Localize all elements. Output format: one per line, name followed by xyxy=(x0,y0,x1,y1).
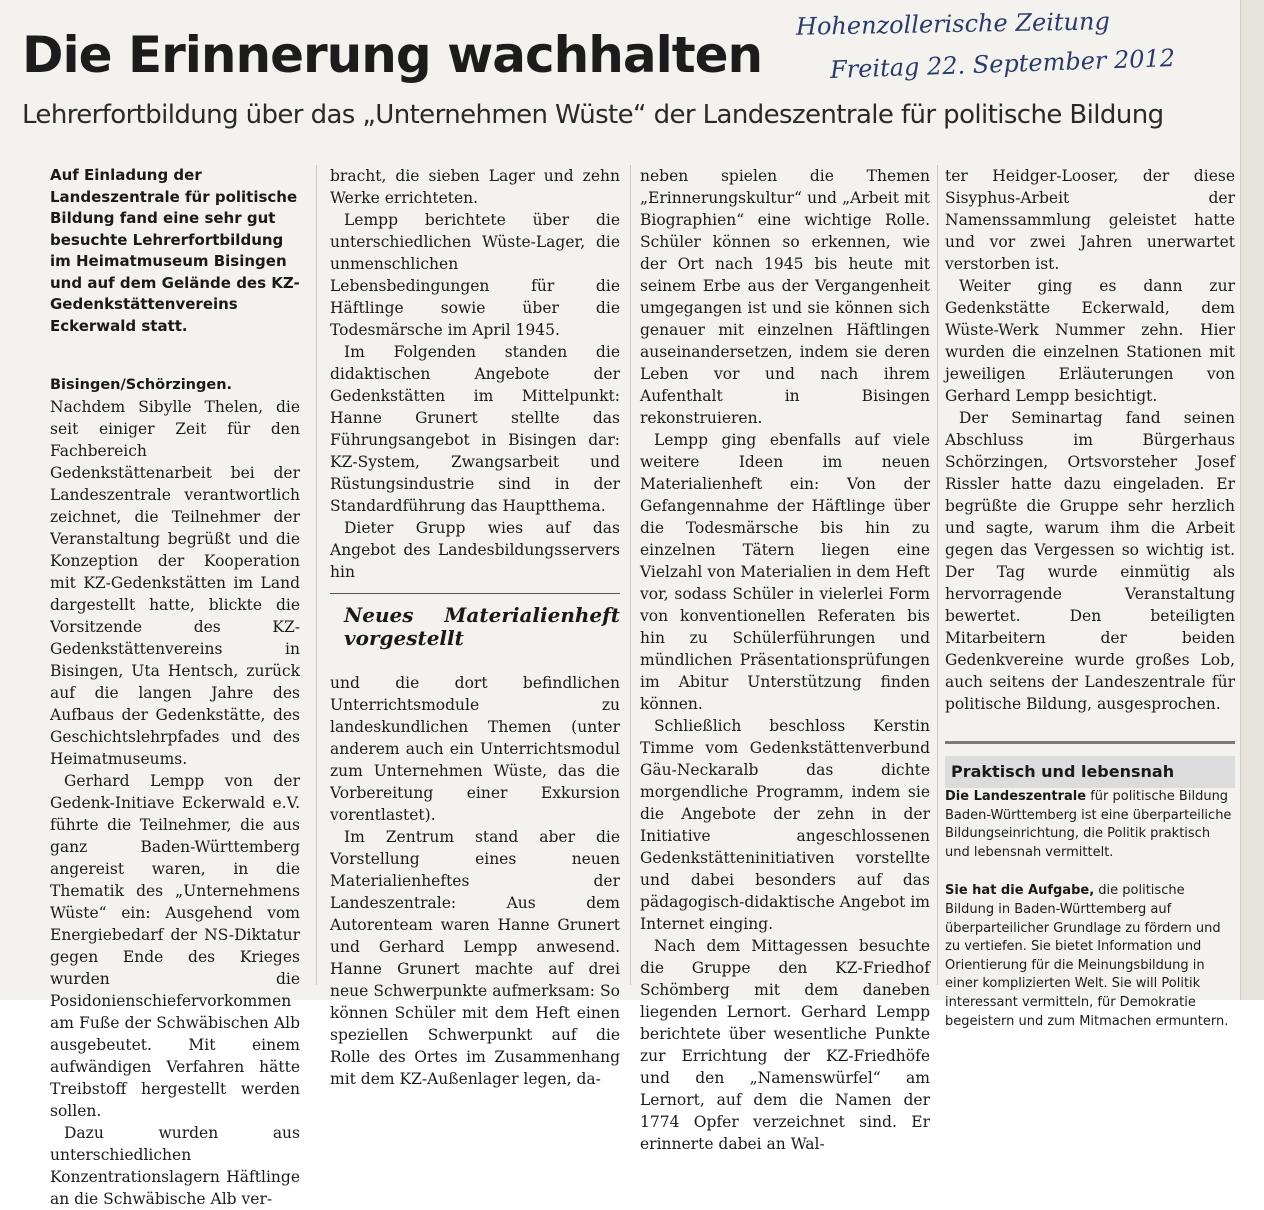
dateline: Bisingen/Schörzingen. xyxy=(50,377,233,393)
intro-paragraph: Auf Einladung der Landeszentrale für politische Bildung fand eine sehr gut besuchte Lehrerfortbildung im Heimatmuseum Bisingen und auf dem Gelände des KZ-Gedenkstättenvereins Eckerwald statt. xyxy=(50,166,300,335)
column-divider xyxy=(316,165,317,985)
body-paragraph: ter Heidger-Looser, der diese Sisyphus-Arbeit der Namenssammlung geleistet hatte und vor zwei Jahren unerwartet verstorben ist. xyxy=(945,167,1235,273)
body-paragraph: Dazu wurden aus unterschiedlichen Konzentrationslagern Häftlinge an die Schwäbische Alb ver- xyxy=(50,1124,300,1208)
subheadline: Lehrerfortbildung über das „Unternehmen Wüste“ der Landeszentrale für politische Bildung xyxy=(22,100,1164,130)
column-3 xyxy=(640,165,930,1155)
body-paragraph: Dieter Grupp wies auf das Angebot des Landesbildungsservers hin xyxy=(330,519,620,581)
column-divider xyxy=(630,165,631,985)
column-divider xyxy=(937,165,938,985)
column-4 xyxy=(945,165,1235,1051)
info-box-title: Praktisch und lebensnah xyxy=(945,756,1235,788)
body-paragraph: Im Zentrum stand aber die Vorstellung eines neuen Materialienheftes der Landeszentrale: Aus dem Autorenteam waren Hanne Grunert und Gerhard Lempp anwesend. Hanne Grunert machte auf drei neue Schwerpunkte aufmerksam: So können Schüler mit dem Heft einen speziellen Schwerpunkt auf die Rolle des Ortes im Zusammenhang mit dem KZ-Außenlager legen, da- xyxy=(330,828,620,1088)
body-paragraph: Nach dem Mittagessen besuchte die Gruppe den KZ-Friedhof Schömberg mit dem daneben liegenden Lernort. Gerhard Lempp berichtete über wesentliche Punkte zur Errichtung der KZ-Friedhöfe und den „Namenswürfel“ am Lernort, auf dem die Namen der 1774 Opfer verzeichnet sind. Er erinnerte dabei an Wal- xyxy=(640,937,930,1153)
body-paragraph: Gerhard Lempp von der Gedenk-Initiave Eckerwald e.V. führte die Teilnehmer, die aus ganz Baden-Württemberg angereist waren, in die Thematik des „Unternehmens Wüste“ ein: Ausgehend vom Energiebedarf der NS-Diktatur gegen Ende des Krieges wurden die Posidonienschiefervorkommen am Fuße der Schwäbischen Alb ausgebeutet. Mit einem aufwändigen Verfahren hätte Treibstoff hergestellt werden sollen. xyxy=(50,772,300,1120)
subheading-block xyxy=(330,593,620,650)
column-1 xyxy=(50,165,300,1210)
body-paragraph: Schließlich beschloss Kerstin Timme vom Gedenkstättenverbund Gäu-Neckaralb das dichte morgendliche Programm, indem sie die Angebote der zehn in der Initiative angeschlossenen Gedenkstätteninitiativen vorstellte und dabei besonders auf das pädagogisch-didaktische Angebot im Internet einging. xyxy=(640,717,930,933)
body-paragraph: Bisingen/Schörzingen. Nachdem Sibylle Thelen, die seit einiger Zeit für den Fachbereich Gedenkstättenarbeit bei der Landeszentrale verantwortlich zeichnet, die Teilnehmer der Veranstaltung begrüßt und die Konzeption der Kooperation mit KZ-Gedenkstätten im Land dargestellt hatte, blickte die Vorsitzende des KZ-Gedenkstättenvereins in Bisingen, Uta Hentsch, zurück auf die langen Jahre des Aufbaus der Gedenkstätte, des Geschichtslehrpfades und des Heimatmuseums. xyxy=(50,377,300,768)
headline: Die Erinnerung wachhalten xyxy=(22,26,763,84)
adjacent-page-edge xyxy=(1240,0,1264,1000)
info-box-paragraph: Die Landeszentrale für politische Bildung Baden-Württemberg ist eine überparteiliche Bildungseinrichtung, die Politik praktisch und lebensnah vermittelt. xyxy=(945,789,1232,860)
column-2 xyxy=(330,165,620,1090)
info-box-paragraph: Sie hat die Aufgabe, die politische Bildung in Baden-Württemberg auf überparteilicher Grundlage zu fördern und zu vertiefen. Sie bietet Information und Orientierung für die Meinungsbildung in einer komplizierten Welt. Sie will Politik interessant vermitteln, für Demokratie begeistern und zum Mitmachen ermuntern. xyxy=(945,883,1229,1029)
body-paragraph: und die dort befindlichen Unterrichtsmodule zu landeskundlichen Themen (unter anderem auch ein Unterrichtsmodul zum Unternehmen Wüste, das die Vorbereitung einer Exkursion vorentlastet). xyxy=(330,674,620,824)
body-paragraph: Weiter ging es dann zur Gedenkstätte Eckerwald, dem Wüste-Werk Nummer zehn. Hier wurden die einzelnen Stationen mit jeweiligen Erläuterungen von Gerhard Lempp besichtigt. xyxy=(945,277,1235,405)
body-paragraph: bracht, die sieben Lager und zehn Werke errichteten. xyxy=(330,167,620,207)
handwritten-newspaper-name: Hohenzollerische Zeitung xyxy=(795,7,1111,41)
body-paragraph: neben spielen die Themen „Erinnerungskultur“ und „Arbeit mit Biographien“ eine wichtige Rolle. Schüler können so erkennen, wie der Ort nach 1945 bis heute mit seinem Erbe aus der Vergangenheit umgegangen ist und sie können sich genauer mit einzelnen Häftlingen auseinandersetzen, indem sie deren Leben vor und nach ihrem Aufenthalt in Bisingen rekonstruieren. xyxy=(640,167,930,427)
body-paragraph: Lempp ging ebenfalls auf viele weitere Ideen im neuen Materialienheft ein: Von der Gefangennahme der Häftlinge über die Todesmärsche bis hin zu einzelnen Tätern liegen eine Vielzahl von Materialien in dem Heft vor, sodass Schüler in vielerlei Form von konventionellen Referaten bis hin zu Schülerführungen und mündlichen Präsentationsprüfungen im Abitur Unterstützung finden können. xyxy=(640,431,930,713)
subheading: Neues Materialienheft vorgestellt xyxy=(344,603,620,650)
handwritten-date: Freitag 22. September 2012 xyxy=(829,43,1176,85)
body-paragraph: Im Folgenden standen die didaktischen Angebote der Gedenkstätten im Mittelpunkt: Hanne Grunert stellte das Führungsangebot in Bisingen dar: KZ-System, Zwangsarbeit und Rüstungsindustrie sind in der Standardführung das Hauptthema. xyxy=(330,343,620,515)
handwritten-source-note xyxy=(790,6,1230,86)
body-paragraph: Der Seminartag fand seinen Abschluss im Bürgerhaus Schörzingen, Ortsvorsteher Josef Rissler hatte dazu eingeladen. Er begrüßte die Gruppe sehr herzlich und sagte, warum ihm die Arbeit gegen das Vergessen so wichtig ist. Der Tag wurde einmütig als hervorragende Veranstaltung bewertet. Den beteiligten Mitarbeitern der beiden Gedenkvereine wurde großes Lob, auch seitens der Landeszentrale für politische Bildung, ausgesprochen. xyxy=(945,409,1235,713)
info-box xyxy=(945,741,1235,1031)
body-paragraph: Lempp berichtete über die unterschiedlichen Wüste-Lager, die unmenschlichen Lebensbedingungen für die Häftlinge sowie über die Todesmärsche im April 1945. xyxy=(330,211,620,339)
